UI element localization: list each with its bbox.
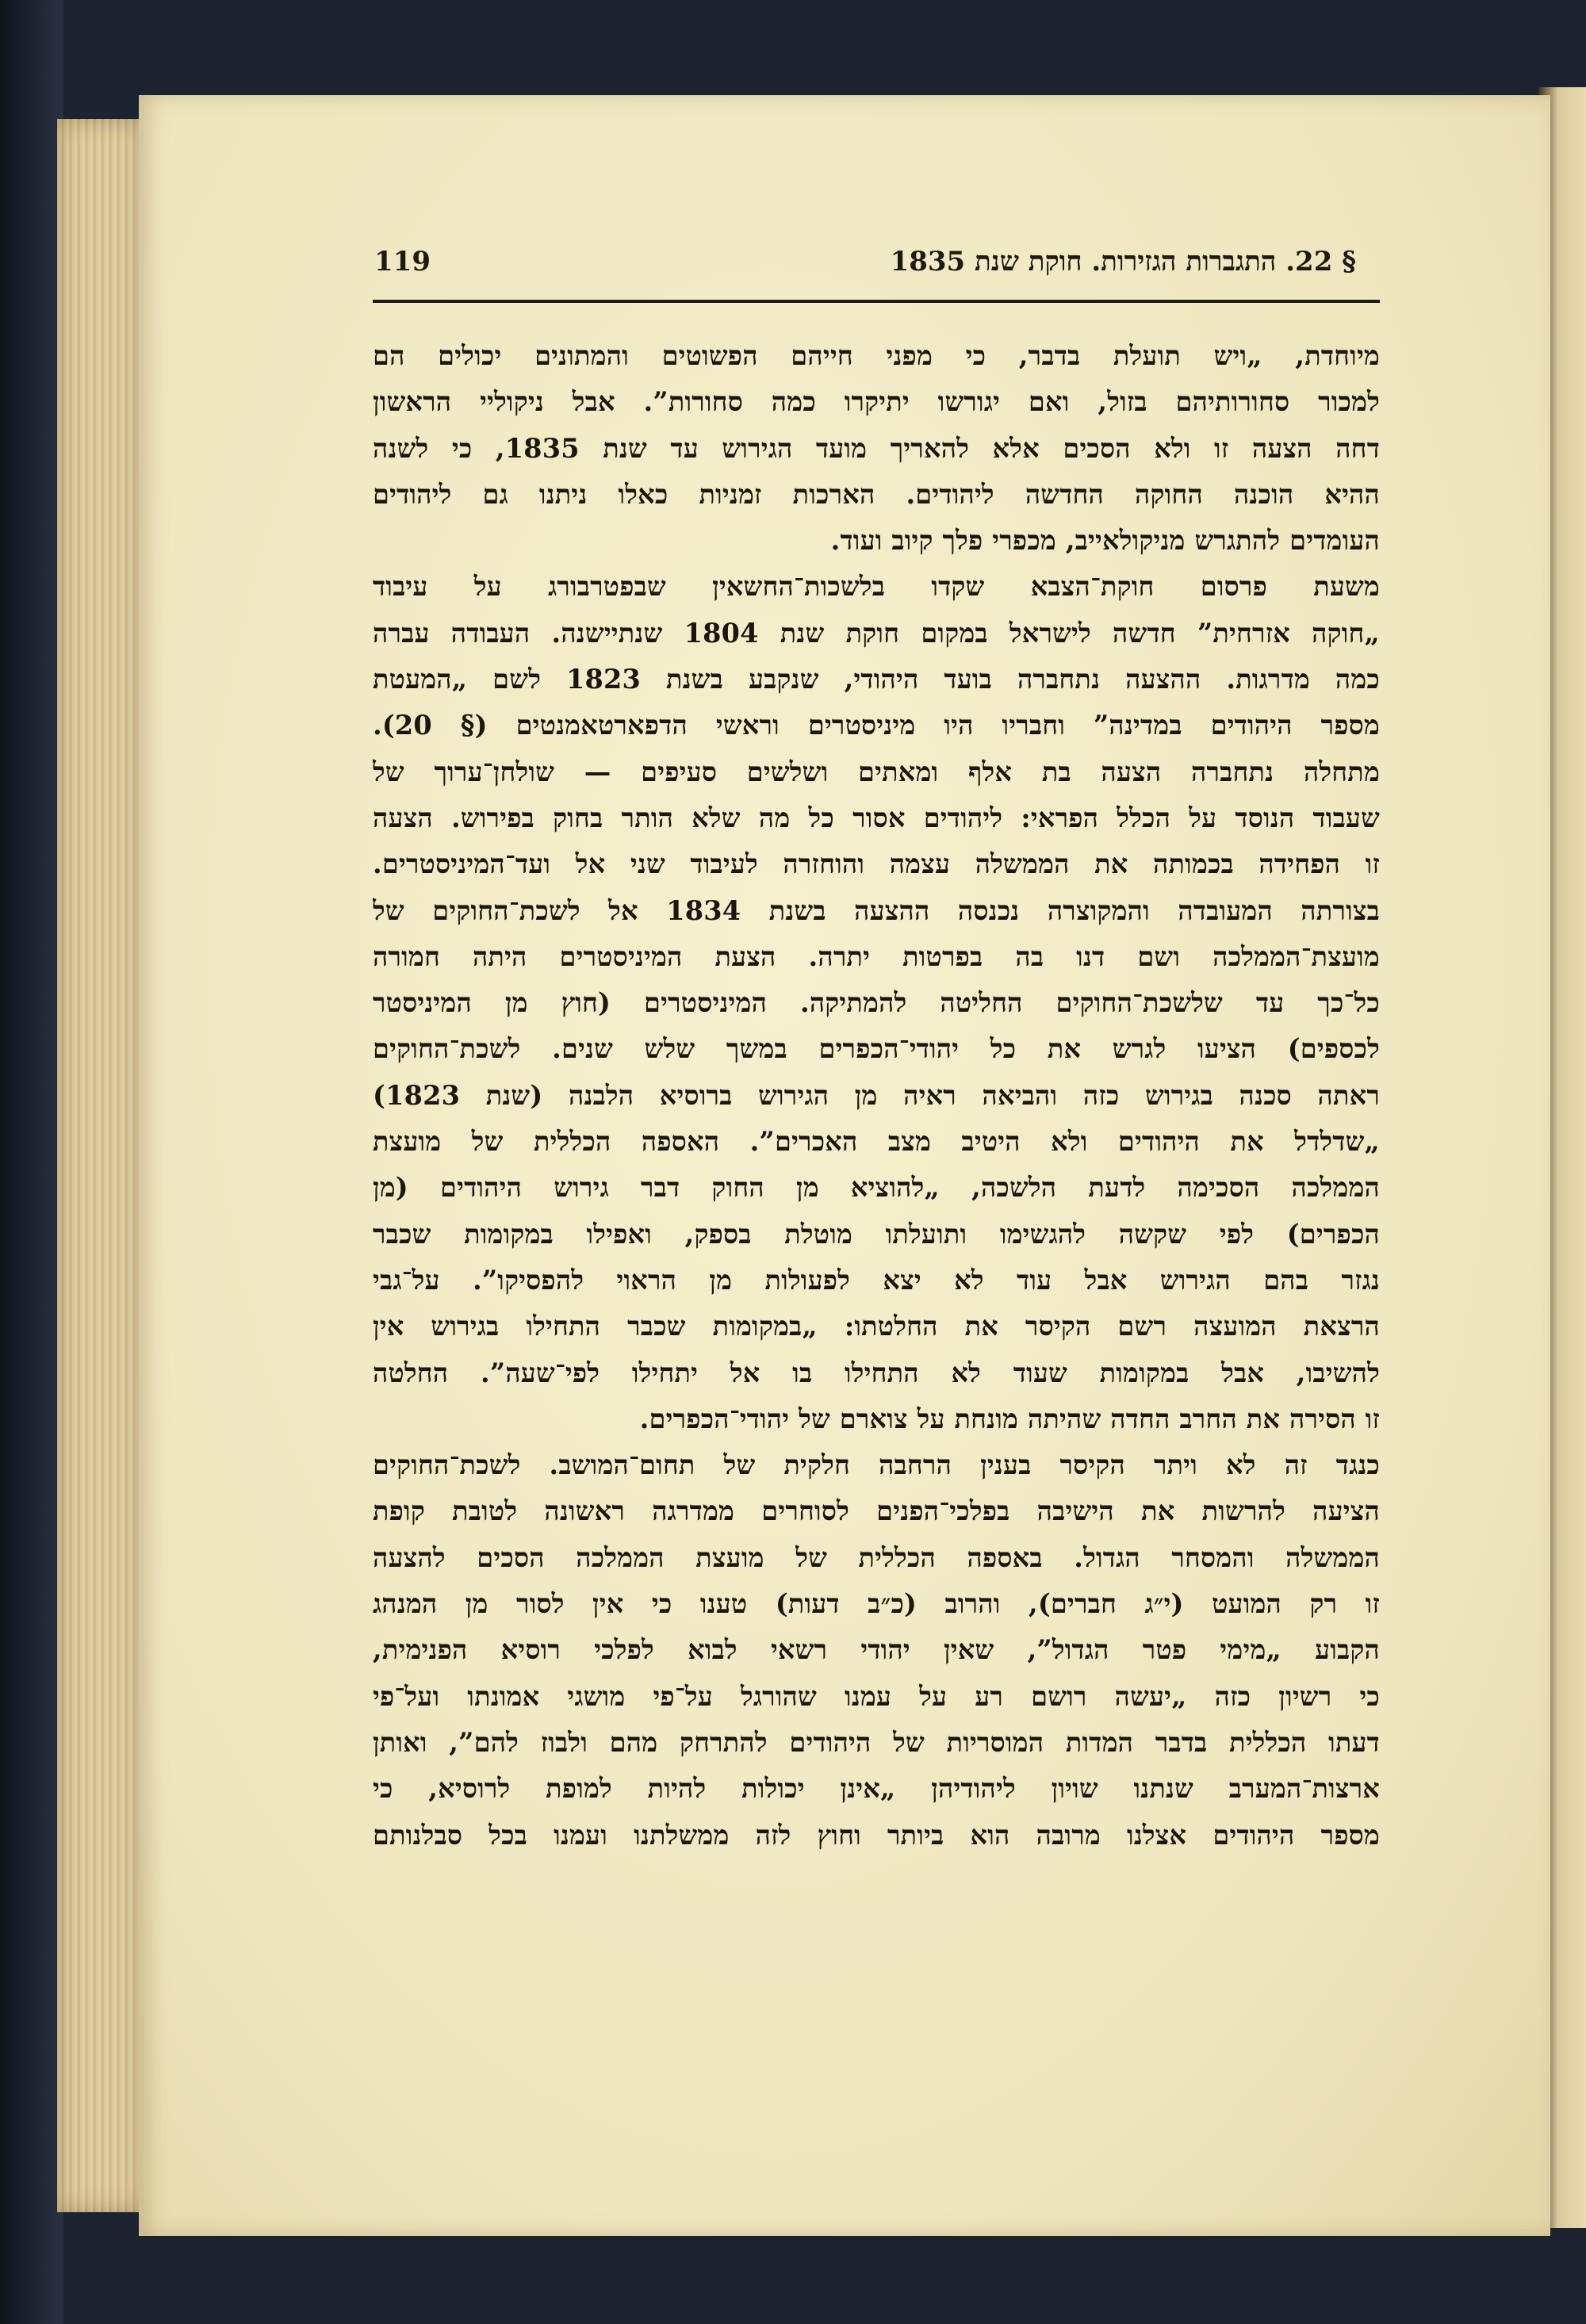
text-line: מספר היהודים במדינה” וחבריו היו מיניסטרים וראשי הדפארטאמנטים (§ 20).	[373, 710, 1380, 741]
text-line: משעת פרסום חוקת־הצבא שקדו בלשכות־החשאין שבפטרבורג על עיבוד	[373, 571, 1380, 603]
text-line: נגזר בהם הגירוש אבל עוד לא יצא לפעולות מן הראוי להפסיקו”. על־גבי	[373, 1264, 1380, 1296]
text-line: כי רשיון כזה „יעשה רושם רע על עמנו שהורגל על־פי מושגי אמונתו ועל־פי	[373, 1680, 1380, 1712]
text-line: כל־כך עד שלשכת־החוקים החליטה להמתיקה. המיניסטרים (חוץ מן המיניסטר	[373, 987, 1380, 1019]
text-line: מיוחדת, „ויש תועלת בדבר, כי מפני חייהם הפשוטים והמתונים יכולים הם	[373, 340, 1380, 371]
running-head: § 22. התגברות הגזירות. חוקת שנת 1835	[890, 246, 1356, 278]
text-line: הציעה להרשות את הישיבה בפלכי־הפנים לסוחרים ממדרגה ראשונה לטובת קופת	[373, 1495, 1380, 1527]
text-line: כמה מדרגות. ההצעה נתחברה בועד היהודי, שנקבע בשנת 1823 לשם „המעטת	[373, 664, 1380, 695]
text-line: לכספים) הציעו לגרש את כל יהודי־הכפרים במשך שלש שנים. לשכת־החוקים	[373, 1033, 1380, 1065]
text-line: „שדלדל את היהודים ולא היטיב מצב האכרים”. האספה הכללית של מועצת	[373, 1126, 1380, 1158]
text-line: להשיבו, אבל במקומות שעוד לא התחילו בו אל יתחילו לפי־שעה”. החלטה	[373, 1357, 1380, 1388]
text-line: זו רק המועט (י״ג חברים), והרוב (כ״ב דעות) טענו כי אין לסור מן המנהג	[373, 1588, 1380, 1620]
text-line: זו הסירה את החרב החדה שהיתה מונחת על צוארם של יהודי־הכפרים.	[639, 1403, 1380, 1434]
text-line: הרצאת המועצה רשם הקיסר את החלטתו: „במקומות שכבר התחילו בגירוש אין	[373, 1311, 1380, 1342]
body-text	[373, 333, 1380, 1859]
text-line: הממלכה הסכימה לדעת הלשכה, „להוציא מן החוק דבר גירוש היהודים (מן	[373, 1172, 1380, 1204]
text-line: בצורתה המעובדה והמקוצרה נכנסה ההצעה בשנת 1834 אל לשכת־החוקים של	[373, 894, 1380, 926]
text-line: מספר היהודים אצלנו מרובה הוא ביותר וחוץ לזה ממשלתנו ועמנו בכל סבלנותם	[373, 1819, 1380, 1851]
header-rule	[373, 300, 1380, 303]
text-line: דעתו הכללית בדבר המדות המוסריות של היהודים להתרחק מהם ולבוז להם”, ואותן	[373, 1726, 1380, 1758]
text-line: הקבוע „מימי פטר הגדול”, שאין יהודי רשאי לבוא לפלכי רוסיא הפנימית,	[373, 1634, 1380, 1666]
text-line: דחה הצעה זו ולא הסכים אלא להאריך מועד הגירוש עד שנת 1835, כי לשנה	[373, 432, 1380, 464]
page-number: 119	[374, 246, 431, 278]
text-line: כנגד זה לא ויתר הקיסר בענין הרחבה חלקית של תחום־המושב. לשכת־החוקים	[373, 1449, 1380, 1481]
text-line: שעבוד הנוסד על הכלל הפראי: ליהודים אסור כל מה שלא הותר בחוק בפירוש. הצעה	[373, 802, 1380, 833]
text-line: מועצת־הממלכה ושם דנו בה בפרטות יתרה. הצעת המיניסטרים היתה חמורה	[373, 940, 1380, 972]
scan-background-left	[0, 0, 63, 2324]
text-line: „חוקה אזרחית” חדשה לישראל במקום חוקת שנת 1804 שנתיישנה. העבודה עברה	[373, 617, 1380, 649]
text-line: העומדים להתגרש מניקולאייב, מכפרי פלך קיוב ועוד.	[830, 525, 1380, 557]
text-line: הכפרים) לפי שקשה להגשימו ותועלתו מוטלת בספק, ואפילו במקומות שכבר	[373, 1218, 1380, 1250]
text-line: ההיא הוכנה החוקה החדשה ליהודים. הארכות זמניות כאלו ניתנו גם ליהודים	[373, 478, 1380, 510]
text-line: ארצות־המערב שנתנו שויון ליהודיהן „אינן יכולות להיות למופת לרוסיא, כי	[373, 1773, 1380, 1805]
page-header	[238, 246, 1380, 293]
text-line: ראתה סכנה בגירוש כזה והביאה ראיה מן הגירוש ברוסיא הלבנה (שנת 1823)	[373, 1079, 1380, 1111]
book-page-edges	[57, 119, 144, 2212]
text-line: הממשלה והמסחר הגדול. באספה הכללית של מועצת הממלכה הסכים להצעה	[373, 1541, 1380, 1573]
text-line: זו הפחידה בכמותה את הממשלה עצמה והוחזרה לעיבוד שני אל ועד־המיניסטרים.	[373, 848, 1380, 880]
text-line: מתחלה נתחברה הצעה בת אלף ומאתים ושלשים סעיפים — שולחן־ערוך של	[373, 756, 1380, 787]
text-line: למכור סחורותיהם בזול, ואם יגורשו יתיקרו כמה סחורות”. אבל ניקוליי הראשון	[373, 386, 1380, 418]
